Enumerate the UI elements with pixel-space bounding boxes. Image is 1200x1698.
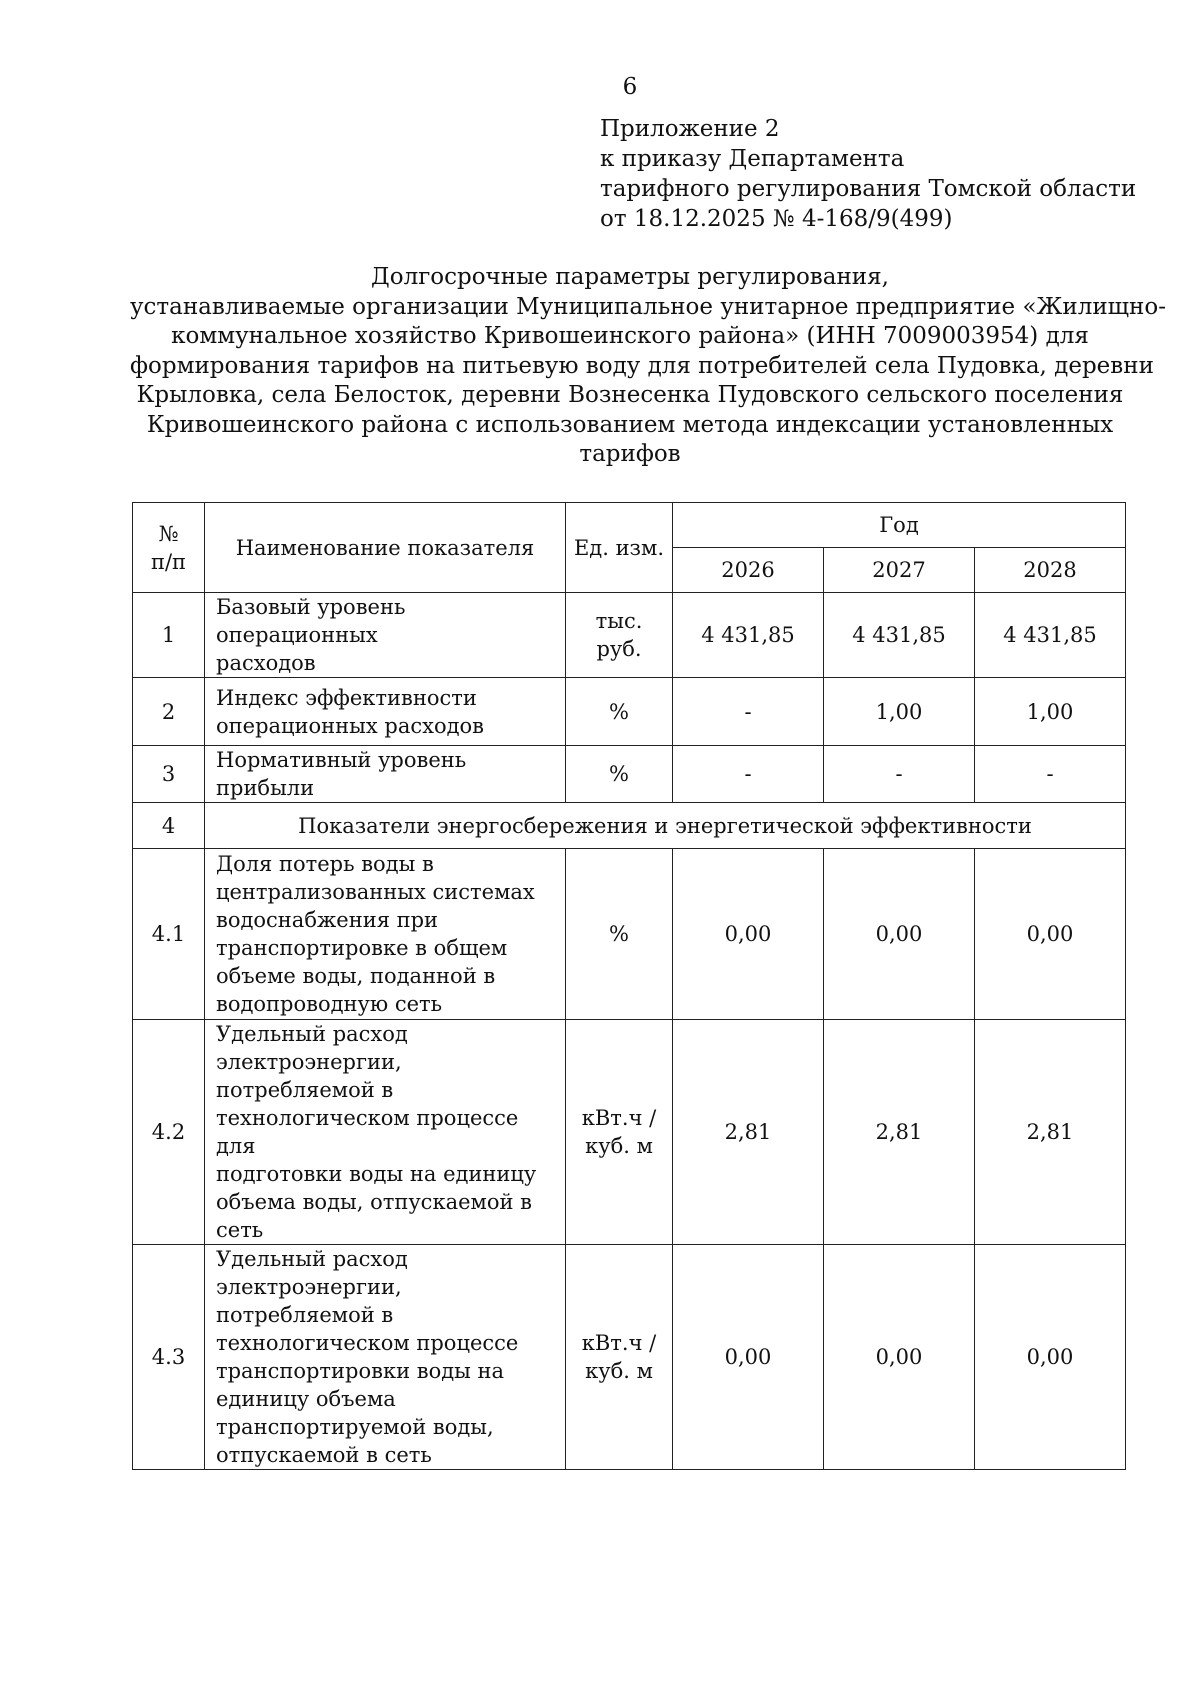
row-name [205, 1020, 566, 1245]
header-year-2027: 2027 [824, 548, 975, 593]
section-row [133, 803, 1126, 849]
row-num: 3 [133, 746, 205, 803]
row-name-line: технологическом процессе для [216, 1106, 519, 1158]
row-value-2028: 1,00 [975, 678, 1126, 746]
row-unit [566, 1020, 673, 1245]
row-num: 4.3 [133, 1245, 205, 1470]
row-name-line: Нормативный уровень прибыли [216, 748, 467, 800]
section-title: Показатели энергосбережения и энергетической эффективности [205, 803, 1126, 849]
row-unit-line: руб. [596, 637, 642, 661]
row-name-line: Удельный расход [216, 1247, 408, 1271]
row-name-line: сеть [216, 1218, 264, 1242]
row-value-2028: 2,81 [975, 1020, 1126, 1245]
header-row [133, 503, 1126, 548]
appendix-line: от 18.12.2025 № 4-168/9(499) [600, 206, 953, 232]
row-name-line: подготовки воды на единицу [216, 1162, 537, 1186]
row-unit-line: куб. м [585, 1359, 653, 1383]
row-value-2027: 0,00 [824, 1245, 975, 1470]
header-year: Год [673, 503, 1126, 548]
row-value-2026: 0,00 [673, 849, 824, 1020]
row-name-line: Доля потерь воды в [216, 852, 434, 876]
appendix-line: Приложение 2 [600, 116, 780, 142]
header-year-2026: 2026 [673, 548, 824, 593]
row-name [205, 593, 566, 678]
title-line: тарифов [579, 441, 681, 467]
header-num-line2: п/п [150, 549, 187, 574]
row-unit-line: куб. м [585, 1134, 653, 1158]
document-title [130, 263, 1166, 470]
row-name [205, 746, 566, 803]
row-name [205, 678, 566, 746]
row-value-2027: 2,81 [824, 1020, 975, 1245]
table-row [133, 1245, 1126, 1470]
title-line: Крыловка, села Белосток, деревни Вознесенка Пудовского сельского поселения [136, 382, 1124, 408]
row-name-line: единицу объема [216, 1387, 396, 1411]
header-year-2028: 2028 [975, 548, 1126, 593]
row-value-2027: 1,00 [824, 678, 975, 746]
header-num [133, 503, 205, 593]
row-value-2028: 4 431,85 [975, 593, 1126, 678]
row-name-line: объеме воды, поданной в [216, 964, 496, 988]
row-name-line: объема воды, отпускаемой в [216, 1190, 532, 1214]
row-num: 1 [133, 593, 205, 678]
row-unit-line: кВт.ч / [581, 1331, 657, 1355]
row-name-line: Удельный расход [216, 1022, 408, 1046]
appendix-line: тарифного регулирования Томской области [600, 176, 1137, 202]
row-value-2026: - [673, 746, 824, 803]
row-unit-line: % [609, 922, 629, 946]
title-line: устанавливаемые организации Муниципальное унитарное предприятие «Жилищно- [130, 293, 1166, 320]
row-name-line: водопроводную сеть [216, 992, 443, 1016]
row-name-line: Базовый уровень операционных [216, 595, 406, 647]
header-name: Наименование показателя [205, 503, 566, 593]
title-line: Долгосрочные параметры регулирования, [371, 264, 889, 290]
title-line: формирования тарифов на питьевую воду для потребителей села Пудовка, деревни [130, 352, 1154, 379]
row-name-line: отпускаемой в сеть [216, 1443, 432, 1467]
row-value-2026: 2,81 [673, 1020, 824, 1245]
appendix-header [600, 114, 1136, 234]
row-unit [566, 678, 673, 746]
row-name [205, 849, 566, 1020]
row-name-line: электроэнергии, потребляемой в [216, 1050, 402, 1102]
appendix-line: к приказу Департамента [600, 146, 905, 172]
row-name-line: транспортируемой воды, [216, 1415, 494, 1439]
row-name-line: расходов [216, 651, 316, 675]
row-name-line: операционных расходов [216, 713, 485, 738]
row-value-2026: 0,00 [673, 1245, 824, 1470]
row-name-line: технологическом процессе [216, 1331, 519, 1355]
header-num-line1: № [158, 521, 179, 546]
row-name-line: электроэнергии, потребляемой в [216, 1275, 402, 1327]
row-unit-line: % [609, 699, 629, 724]
header-unit: Ед. изм. [566, 503, 673, 593]
row-num: 4 [133, 803, 205, 849]
title-line: коммунальное хозяйство Кривошеинского района» (ИНН 7009003954) для [171, 323, 1089, 349]
row-name-line: Индекс эффективности [216, 685, 477, 710]
row-value-2028: 0,00 [975, 1245, 1126, 1470]
table-row [133, 1020, 1126, 1245]
table-row [133, 746, 1126, 803]
title-line: Кривошеинского района с использованием метода индексации установленных [146, 411, 1114, 438]
page-number: 6 [622, 74, 638, 100]
table-row [133, 593, 1126, 678]
row-name-line: транспортировки воды на [216, 1359, 505, 1383]
row-num: 4.1 [133, 849, 205, 1020]
row-value-2027: 0,00 [824, 849, 975, 1020]
row-num: 2 [133, 678, 205, 746]
row-unit [566, 593, 673, 678]
row-value-2028: - [975, 746, 1126, 803]
row-unit [566, 1245, 673, 1470]
row-value-2027: 4 431,85 [824, 593, 975, 678]
row-unit-line: % [609, 762, 629, 786]
row-name-line: централизованных системах [216, 880, 535, 904]
row-value-2027: - [824, 746, 975, 803]
row-name [205, 1245, 566, 1470]
table-row [133, 678, 1126, 746]
row-value-2026: 4 431,85 [673, 593, 824, 678]
row-unit-line: кВт.ч / [581, 1106, 657, 1130]
row-unit-line: тыс. [595, 609, 643, 633]
row-unit [566, 849, 673, 1020]
row-value-2028: 0,00 [975, 849, 1126, 1020]
row-value-2026: - [673, 678, 824, 746]
row-name-line: водоснабжения при [216, 908, 439, 932]
table-row [133, 849, 1126, 1020]
row-unit [566, 746, 673, 803]
row-num: 4.2 [133, 1020, 205, 1245]
row-name-line: транспортировке в общем [216, 936, 508, 960]
parameters-table [132, 502, 1126, 1470]
